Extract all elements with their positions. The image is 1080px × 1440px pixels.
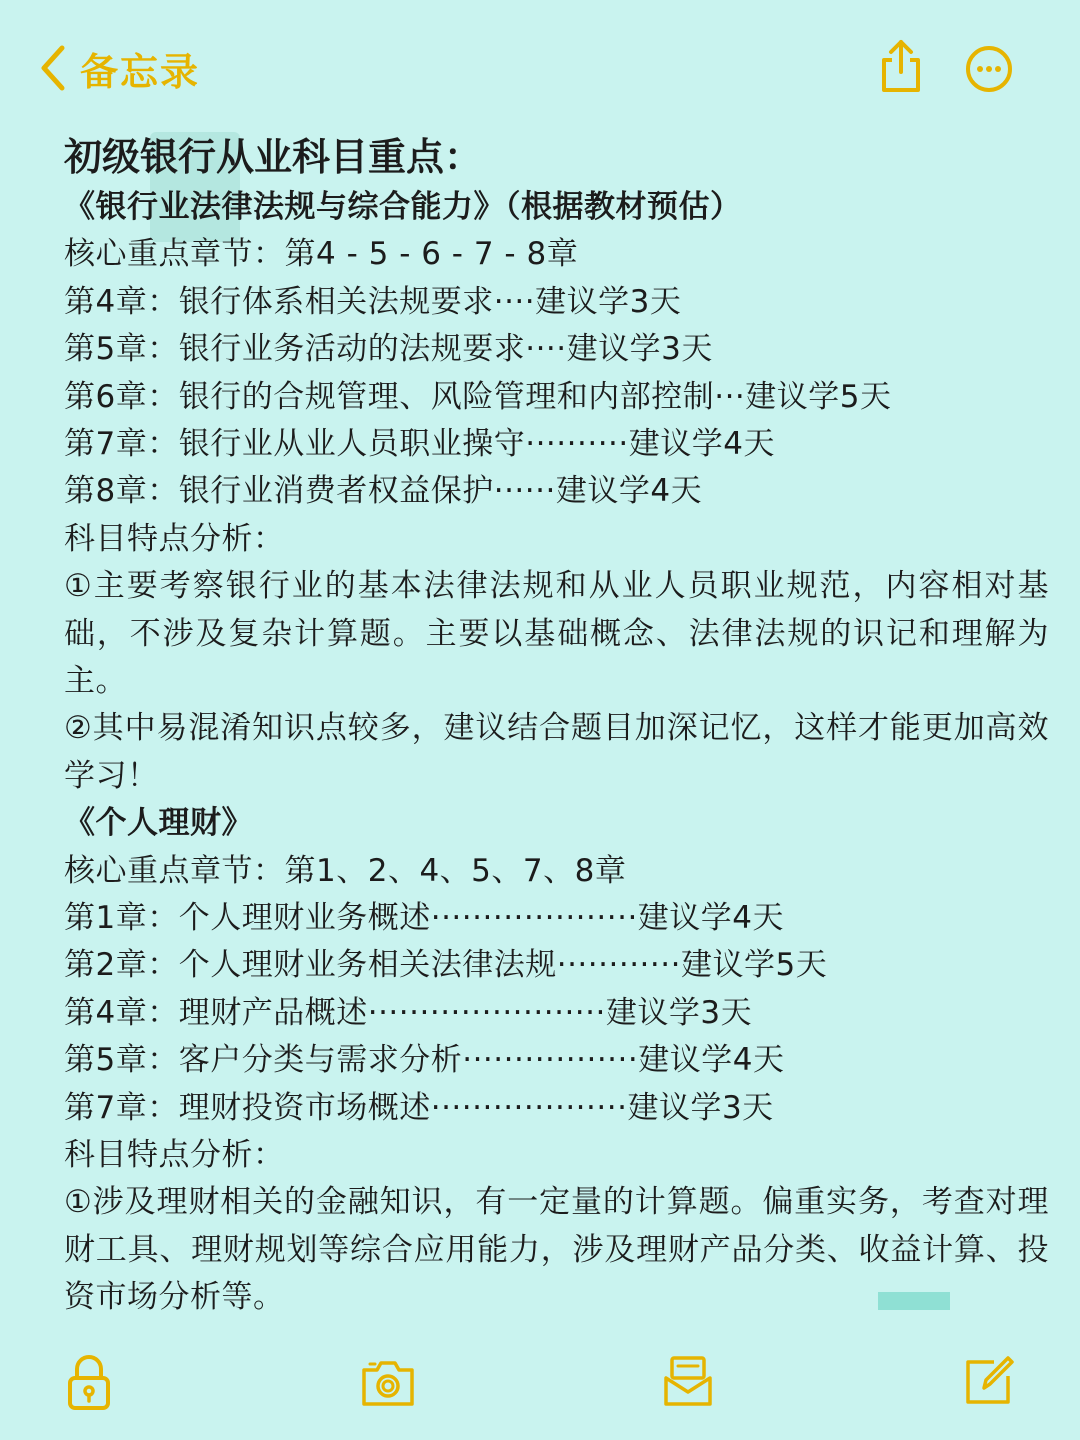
- lock-button[interactable]: [64, 1352, 114, 1416]
- chapter-line: 第6章：银行的合规管理、风险管理和内部控制···建议学5天: [64, 378, 892, 415]
- core-chapters: 核心重点章节：第4 - 5 - 6 - 7 - 8章: [64, 236, 579, 273]
- chevron-left-icon: [38, 44, 68, 92]
- text-highlight-mark: [878, 1292, 950, 1310]
- chapter-line: 第8章：银行业消费者权益保护······建议学4天: [64, 473, 703, 510]
- back-button[interactable]: [38, 38, 200, 98]
- more-button[interactable]: [964, 44, 1014, 98]
- compose-icon: [960, 1352, 1016, 1408]
- inbox-button[interactable]: [662, 1354, 714, 1414]
- analysis-paragraph: ①主要考察银行业的基本法律法规和从业人员职业规范，内容相对基础，不涉及复杂计算题。主要以基础概念、法律法规的识记和理解为主。: [64, 568, 1049, 699]
- more-icon: [964, 44, 1014, 94]
- chapter-line: 第7章：银行业从业人员职业操守··········建议学4天: [64, 425, 775, 462]
- chapter-line: 第5章：客户分类与需求分析·················建议学4天: [64, 1042, 785, 1079]
- bottom-toolbar: [0, 1340, 1080, 1440]
- share-button[interactable]: [876, 36, 926, 100]
- camera-icon: [360, 1358, 416, 1408]
- chapter-line: 第4章：银行体系相关法规要求····建议学3天: [64, 283, 682, 320]
- analysis-heading: 科目特点分析：: [64, 520, 285, 557]
- analysis-paragraph: ①涉及理财相关的金融知识，有一定量的计算题。偏重实务，考查对理财工具、理财规划等综合应用能力，涉及理财产品分类、收益计算、投资市场分析等。: [64, 1184, 1049, 1316]
- subject-heading: 《个人理财》: [64, 805, 253, 842]
- chapter-line: 第2章：个人理财业务相关法律法规············建议学5天: [64, 947, 828, 984]
- chapter-line: 第5章：银行业务活动的法规要求····建议学3天: [64, 331, 713, 368]
- core-chapters: 核心重点章节：第1、2、4、5、7、8章: [64, 852, 627, 889]
- subject-heading: 《银行业法律法规与综合能力》（根据教材预估）: [64, 189, 742, 225]
- analysis-paragraph: ②其中易混淆知识点较多，建议结合题目加深记忆，这样才能更加高效学习！: [64, 710, 1049, 794]
- back-label: 备忘录: [80, 49, 201, 94]
- chapter-line: 第7章：理财投资市场概述···················建议学3天: [64, 1089, 774, 1126]
- compose-button[interactable]: [960, 1352, 1016, 1412]
- chapter-line: 第4章：理财产品概述·······················建议学3天: [64, 994, 753, 1031]
- chapter-line: 第1章：个人理财业务概述····················建议学4天: [64, 899, 785, 936]
- lock-icon: [64, 1352, 114, 1412]
- top-navigation-bar: [0, 0, 1080, 130]
- analysis-heading: 科目特点分析：: [64, 1136, 285, 1173]
- note-body[interactable]: [64, 132, 1054, 1322]
- inbox-icon: [662, 1354, 714, 1410]
- share-icon: [876, 36, 926, 96]
- note-title: 初级银行从业科目重点：: [64, 135, 483, 179]
- camera-button[interactable]: [360, 1358, 416, 1412]
